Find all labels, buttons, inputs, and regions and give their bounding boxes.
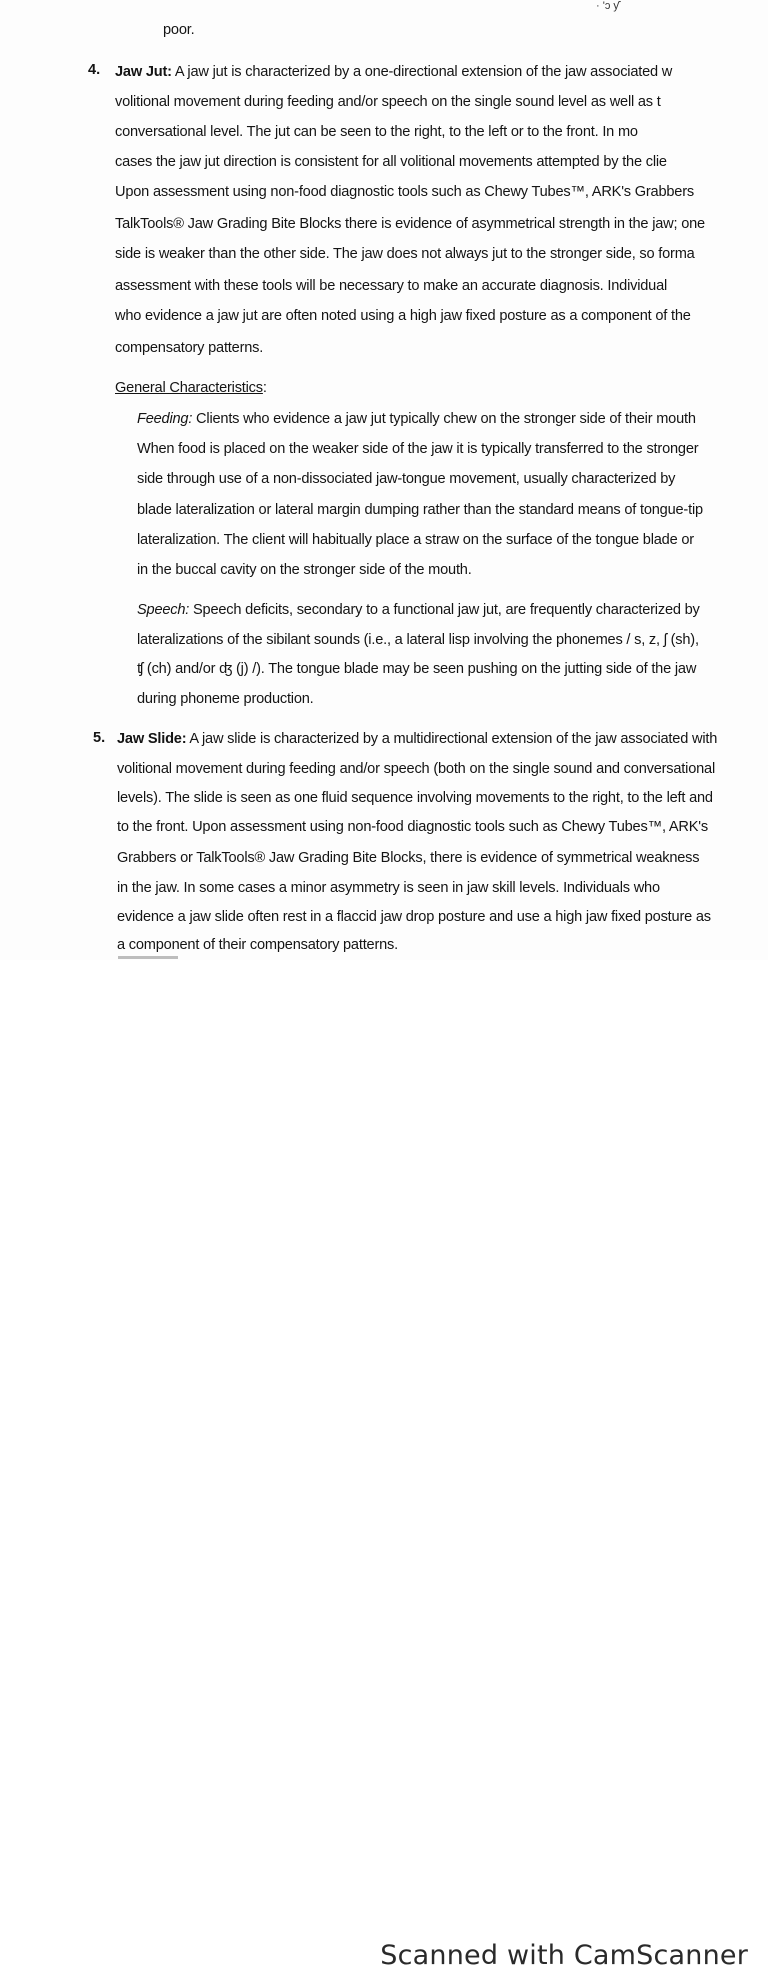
item-5-line-6: in the jaw. In some cases a minor asymmetry is seen in jaw skill levels. Individuals who xyxy=(117,880,660,896)
item-4-title: Jaw Jut: xyxy=(115,64,172,80)
speech-line-2: lateralizations of the sibilant sounds (i.e., a lateral lisp involving the phonemes / s, z, ʃ (sh), xyxy=(137,632,699,648)
item-4-line-4: cases the jaw jut direction is consistent for all volitional movements attempted by the clie xyxy=(115,154,667,170)
item-5-line-1: Jaw Slide: A jaw slide is characterized by a multidirectional extension of the jaw associated with xyxy=(117,731,718,747)
feeding-line-1: Feeding: Clients who evidence a jaw jut typically chew on the stronger side of their mouth xyxy=(137,411,696,427)
item-5-line-4: to the front. Upon assessment using non-food diagnostic tools such as Chewy Tubes™, ARK's xyxy=(117,819,708,835)
item-4-line-5: Upon assessment using non-food diagnostic tools such as Chewy Tubes™, ARK's Grabbers xyxy=(115,184,694,200)
item-4-line-8: assessment with these tools will be necessary to make an accurate diagnosis. Individual xyxy=(115,278,668,294)
feeding-line-4: blade lateralization or lateral margin dumping rather than the standard means of tongue-tip xyxy=(137,502,703,518)
camscanner-watermark: Scanned with CamScanner xyxy=(380,1940,748,1971)
camscanner-footer xyxy=(0,962,768,1971)
item-5-title: Jaw Slide: xyxy=(117,731,187,747)
item-4-line-10: compensatory patterns. xyxy=(115,340,264,356)
feeding-line-3: side through use of a non-dissociated jaw-tongue movement, usually characterized by xyxy=(137,471,676,487)
item-4-line-2: volitional movement during feeding and/or speech on the single sound level as well as t xyxy=(115,94,661,110)
item-4-line-6: TalkTools® Jaw Grading Bite Blocks there is evidence of asymmetrical strength in the jaw; one xyxy=(115,216,705,232)
item-4-line-1: Jaw Jut: A jaw jut is characterized by a one-directional extension of the jaw associated w xyxy=(115,64,673,80)
scan-smudge xyxy=(118,956,178,959)
item-5-line-3: levels). The slide is seen as one fluid sequence involving movements to the right, to the left and xyxy=(117,790,713,806)
speech-label: Speech: xyxy=(137,602,190,618)
poor-text: poor. xyxy=(163,22,195,38)
feeding-line-5: lateralization. The client will habitually place a straw on the surface of the tongue blade or xyxy=(137,532,694,548)
feeding-line-2: When food is placed on the weaker side of the jaw it is typically transferred to the stronger xyxy=(137,441,699,457)
item-4-line-7: side is weaker than the other side. The jaw does not always jut to the stronger side, so forma xyxy=(115,246,695,262)
feeding-line-6: in the buccal cavity on the stronger side of the mouth. xyxy=(137,562,472,578)
corner-mark: · 'ɔ ƴ xyxy=(596,0,619,12)
general-characteristics-heading: General Characteristics: xyxy=(115,380,267,396)
item-5-line-8: a component of their compensatory patterns. xyxy=(117,937,399,953)
item-4-line-9: who evidence a jaw jut are often noted using a high jaw fixed posture as a component of the xyxy=(115,308,691,324)
speech-line-4: during phoneme production. xyxy=(137,691,314,707)
feeding-label: Feeding: xyxy=(137,411,193,427)
speech-line-1: Speech: Speech deficits, secondary to a functional jaw jut, are frequently characterized by xyxy=(137,602,700,618)
item-5-line-5: Grabbers or TalkTools® Jaw Grading Bite Blocks, there is evidence of symmetrical weakness xyxy=(117,850,700,866)
item-5-line-7: evidence a jaw slide often rest in a flaccid jaw drop posture and use a high jaw fixed posture as xyxy=(117,909,711,925)
item-5-number: 5. xyxy=(93,730,106,746)
item-4-number: 4. xyxy=(88,62,101,78)
scanned-page xyxy=(0,0,768,960)
item-5-line-2: volitional movement during feeding and/or speech (both on the single sound and conversational xyxy=(117,761,715,777)
item-4-line-3: conversational level. The jut can be seen to the right, to the left or to the front. In mo xyxy=(115,124,638,140)
speech-line-3: ʧ (ch) and/or ʤ (j) /). The tongue blade may be seen pushing on the jutting side of the jaw xyxy=(137,661,697,677)
